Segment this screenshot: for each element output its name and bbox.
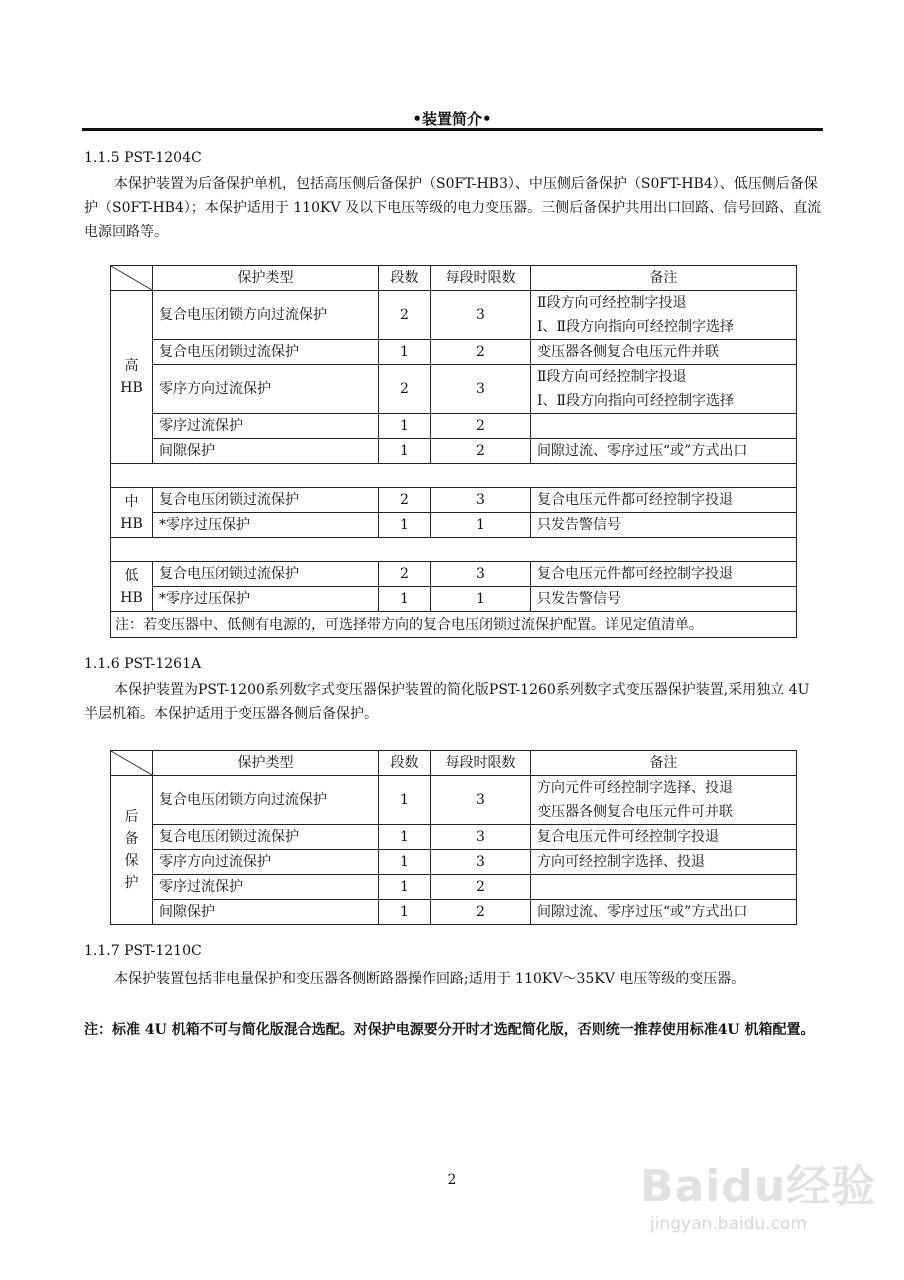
cell-type: 复合电压闭锁过流保护 bbox=[153, 340, 379, 365]
cell-remarks: 只发告警信号 bbox=[531, 513, 797, 538]
table-row bbox=[111, 488, 797, 513]
cell-remarks bbox=[531, 414, 797, 439]
cell-remarks: 间隙过流、零序过压“或”方式出口 bbox=[531, 900, 797, 925]
cell-remarks: 间隙过流、零序过压“或”方式出口 bbox=[531, 439, 797, 464]
column-header-remarks: 备注 bbox=[531, 751, 797, 776]
cell-type: 零序方向过流保护 bbox=[153, 365, 379, 414]
cell-time-limits: 1 bbox=[431, 587, 531, 612]
table-header-row bbox=[111, 751, 797, 776]
cell-remarks: Ⅱ段方向可经控制字投退 Ⅰ、Ⅱ段方向指向可经控制字选择 bbox=[531, 291, 797, 340]
column-header-time-limits: 每段时限数 bbox=[431, 751, 531, 776]
cell-time-limits: 3 bbox=[431, 488, 531, 513]
cell-segments: 1 bbox=[379, 900, 431, 925]
cell-type: 复合电压闭锁方向过流保护 bbox=[153, 776, 379, 825]
table-row bbox=[111, 825, 797, 850]
cell-remarks bbox=[531, 875, 797, 900]
table-note: 注：若变压器中、低侧有电源的，可选择带方向的复合电压闭锁过流保护配置。详见定值清单。 bbox=[111, 612, 797, 638]
column-header-type: 保护类型 bbox=[153, 751, 379, 776]
table-note-row bbox=[111, 612, 797, 638]
cell-type: 复合电压闭锁方向过流保护 bbox=[153, 291, 379, 340]
cell-time-limits: 2 bbox=[431, 414, 531, 439]
page-header-title: •装置简介• bbox=[412, 110, 492, 128]
cell-segments: 1 bbox=[379, 850, 431, 875]
table-row bbox=[111, 900, 797, 925]
cell-type: 复合电压闭锁过流保护 bbox=[153, 825, 379, 850]
cell-type: 零序过流保护 bbox=[153, 414, 379, 439]
cell-segments: 1 bbox=[379, 875, 431, 900]
section-heading-1-1-7: 1.1.7 PST-1210C bbox=[84, 943, 202, 959]
side-group-label: 中 HB bbox=[111, 488, 153, 538]
column-header-remarks: 备注 bbox=[531, 266, 797, 291]
column-header-time-limits: 每段时限数 bbox=[431, 266, 531, 291]
page-number: 2 bbox=[447, 1172, 457, 1188]
cell-type: 零序方向过流保护 bbox=[153, 850, 379, 875]
cell-segments: 2 bbox=[379, 291, 431, 340]
cell-remarks: 方向可经控制字选择、投退 bbox=[531, 850, 797, 875]
table-row bbox=[111, 439, 797, 464]
cell-time-limits: 3 bbox=[431, 562, 531, 587]
section-paragraph-1-1-7: 本保护装置包括非电量保护和变压器各侧断路器操作回路;适用于 110KV～35KV 电压等级的变压器。 bbox=[114, 971, 746, 987]
cell-segments: 1 bbox=[379, 776, 431, 825]
cell-segments: 1 bbox=[379, 439, 431, 464]
protection-table-pst-1204c bbox=[110, 265, 797, 638]
table-row bbox=[111, 513, 797, 538]
cell-type: 复合电压闭锁过流保护 bbox=[153, 562, 379, 587]
watermark-url: jingyan.baidu.com bbox=[650, 1214, 807, 1234]
cell-segments: 2 bbox=[379, 562, 431, 587]
cell-type: *零序过压保护 bbox=[153, 587, 379, 612]
table-header-row bbox=[111, 266, 797, 291]
cell-remarks: 方向元件可经控制字选择、投退 变压器各侧复合电压元件可并联 bbox=[531, 776, 797, 825]
blank-cell bbox=[111, 464, 797, 488]
cell-time-limits: 2 bbox=[431, 439, 531, 464]
table-row bbox=[111, 850, 797, 875]
header-rule bbox=[82, 128, 823, 131]
cell-remarks: 复合电压元件都可经控制字投退 bbox=[531, 488, 797, 513]
column-header-segments: 段数 bbox=[379, 266, 431, 291]
cell-segments: 1 bbox=[379, 513, 431, 538]
cell-segments: 1 bbox=[379, 587, 431, 612]
section-paragraph-1-1-5: 本保护装置为后备保护单机，包括高压侧后备保护（S0FT-HB3）、中压侧后备保护（S0FT-HB4）、低压侧后备保护（S0FT-HB4）；本保护适用于 110KV 及以下电压等级的电力变压器。三侧后备保护共用出口回路、信号回路、直流电源回路等。 bbox=[84, 176, 822, 240]
cell-time-limits: 3 bbox=[431, 850, 531, 875]
baidu-watermark bbox=[640, 1150, 880, 1260]
table-row bbox=[111, 562, 797, 587]
table-row bbox=[111, 776, 797, 825]
diagonal-corner-cell bbox=[111, 266, 153, 291]
blank-cell bbox=[111, 538, 797, 562]
blank-separator-row bbox=[111, 464, 797, 488]
cell-time-limits: 2 bbox=[431, 875, 531, 900]
watermark-brand: Baidu经验 bbox=[640, 1161, 877, 1212]
cell-time-limits: 3 bbox=[431, 825, 531, 850]
cell-remarks: Ⅱ段方向可经控制字投退 Ⅰ、Ⅱ段方向指向可经控制字选择 bbox=[531, 365, 797, 414]
cell-time-limits: 3 bbox=[431, 365, 531, 414]
side-group-label: 高 HB bbox=[111, 291, 153, 464]
section-heading-1-1-6: 1.1.6 PST-1261A bbox=[84, 656, 202, 672]
table-row bbox=[111, 291, 797, 340]
table-row bbox=[111, 587, 797, 612]
cell-remarks: 只发告警信号 bbox=[531, 587, 797, 612]
cell-time-limits: 3 bbox=[431, 291, 531, 340]
section-paragraph-1-1-6: 本保护装置为PST-1200系列数字式变压器保护装置的简化版PST-1260系列数字式变压器保护装置,采用独立 4U 半层机箱。本保护适用于变压器各侧后备保护。 bbox=[84, 682, 810, 722]
section-heading-1-1-5: 1.1.5 PST-1204C bbox=[84, 150, 202, 166]
table-row bbox=[111, 414, 797, 439]
cell-remarks: 复合电压元件都可经控制字投退 bbox=[531, 562, 797, 587]
cell-type: *零序过压保护 bbox=[153, 513, 379, 538]
cell-time-limits: 2 bbox=[431, 900, 531, 925]
cell-segments: 2 bbox=[379, 365, 431, 414]
column-header-type: 保护类型 bbox=[153, 266, 379, 291]
cell-time-limits: 2 bbox=[431, 340, 531, 365]
cell-type: 复合电压闭锁过流保护 bbox=[153, 488, 379, 513]
cell-time-limits: 1 bbox=[431, 513, 531, 538]
table-row bbox=[111, 365, 797, 414]
column-header-segments: 段数 bbox=[379, 751, 431, 776]
diagonal-corner-cell bbox=[111, 751, 153, 776]
cell-segments: 1 bbox=[379, 340, 431, 365]
cell-remarks: 变压器各侧复合电压元件并联 bbox=[531, 340, 797, 365]
side-group-label: 低 HB bbox=[111, 562, 153, 612]
cell-time-limits: 3 bbox=[431, 776, 531, 825]
cell-type: 间隙保护 bbox=[153, 900, 379, 925]
side-group-label: 后 备 保 护 bbox=[111, 776, 153, 925]
table-row bbox=[111, 875, 797, 900]
protection-table-pst-1261a bbox=[110, 750, 797, 925]
table-row bbox=[111, 340, 797, 365]
cell-remarks: 复合电压元件可经控制字投退 bbox=[531, 825, 797, 850]
cell-type: 间隙保护 bbox=[153, 439, 379, 464]
blank-separator-row bbox=[111, 538, 797, 562]
cell-segments: 1 bbox=[379, 825, 431, 850]
cell-segments: 1 bbox=[379, 414, 431, 439]
final-note: 注：标准 4U 机箱不可与简化版混合选配。对保护电源要分开时才选配简化版，否则统一推荐使用标准4U 机箱配置。 bbox=[84, 1022, 815, 1038]
cell-type: 零序过流保护 bbox=[153, 875, 379, 900]
cell-segments: 2 bbox=[379, 488, 431, 513]
